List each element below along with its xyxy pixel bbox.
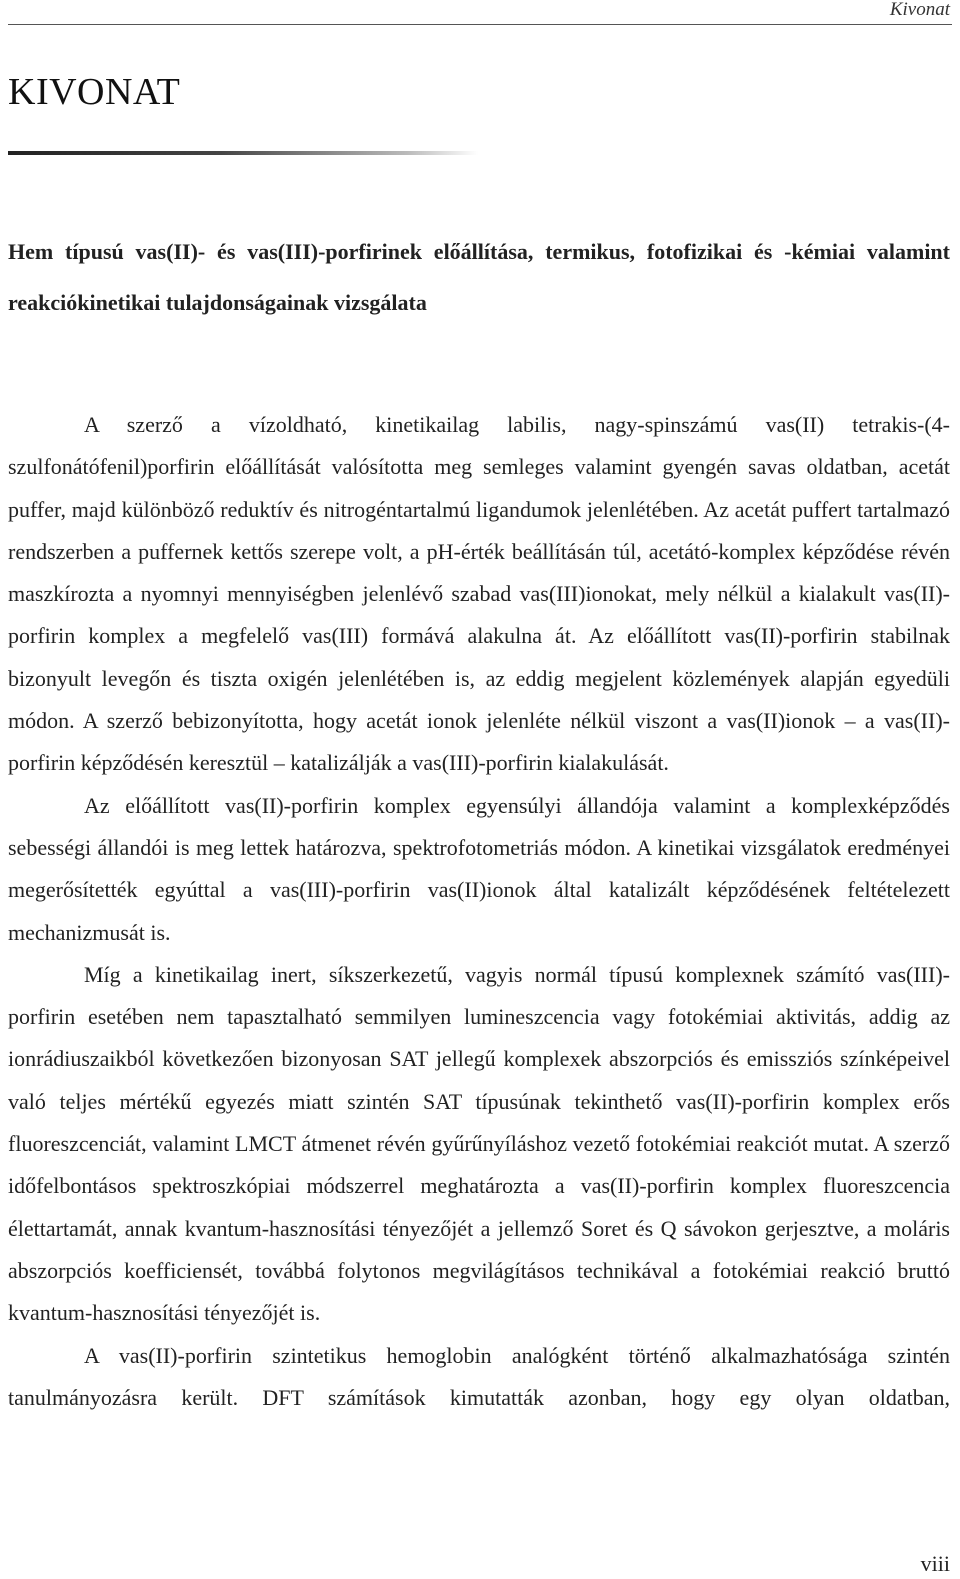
- running-header: Kivonat: [889, 0, 950, 20]
- abstract-paragraph-1: A szerző a vízoldható, kinetikailag labilis, nagy-spinszámú vas(II) tetrakis-(4-szulfonátófenil)porfirin előállítását valósította meg semleges valamint gyengén savas oldatban, acetát puffer, majd különböző reduktív és nitrogéntartalmú ligandumok jelenlétében. Az acetát puffert tartalmazó rendszerben a puffernek kettős szerepe volt, a pH-érték beállításán túl, acetátó-komplex képződése révén maszkírozta a nyomnyi mennyiségben jelenlévő szabad vas(III)ionokat, mely nélkül a kialakult vas(II)-porfirin komplex a megfelelő vas(III) formává alakulna át. Az előállított vas(II)-porfirin stabilnak bizonyult levegőn és tiszta oxigén jelenlétében is, az eddig megjelent közlemények alapján egyedüli módon. A szerző bebizonyította, hogy acetát ionok jelenléte nélkül viszont a vas(II)ionok – a vas(II)-porfirin képződésén keresztül – katalizálják a vas(III)-porfirin kialakulását.: [8, 412, 950, 776]
- abstract-body: [8, 404, 950, 1419]
- page-content: [8, 226, 950, 1419]
- abstract-paragraph-4: A vas(II)-porfirin szintetikus hemoglobin analógként történő alkalmazhatósága szintén tanulmányozásra került. DFT számítások kimutatták azonban, hogy egy olyan oldatban,: [8, 1342, 950, 1410]
- page-number: viii: [920, 1551, 950, 1576]
- abstract-paragraph-2: Az előállított vas(II)-porfirin komplex egyensúlyi állandója valamint a komplexképződés sebességi állandói is meg lettek határozva, spektrofotometriás módon. A kinetikai vizsgálatok eredményei megerősítették egyúttal a vas(III)-porfirin vas(II)ionok által katalizált képződésének feltételezett mechanizmusát is.: [8, 792, 950, 945]
- header-rule: [8, 24, 952, 25]
- title-underline: [8, 151, 478, 155]
- thesis-title: Hem típusú vas(II)- és vas(III)-porfirinek előállítása, termikus, fotofizikai és -kémiai valamint reakciókinetikai tulajdonságainak vizsgálata: [8, 239, 950, 315]
- abstract-paragraph-3: Míg a kinetikailag inert, síkszerkezetű, vagyis normál típusú komplexnek számító vas(III)-porfirin esetében nem tapasztalható semmilyen lumineszcencia vagy fotokémiai aktivitás, addig az ionrádiuszaikból következően bizonyosan SAT jellegű komplexek abszorpciós és emissziós színképeivel való teljes mértékű egyezés miatt szintén SAT típusúnak tekinthető vas(II)-porfirin komplex erős fluoreszcenciát, valamint LMCT átmenet révén gyűrűnyíláshoz vezető fotokémiai reakciót mutat. A szerző időfelbontásos spektroszkópiai módszerrel meghatározta a vas(II)-porfirin komplex fluoreszcencia élettartamát, annak kvantum-hasznosítási tényezőjét a jellemző Soret és Q sávokon gerjesztve, a moláris abszorpciós koefficiensét, továbbá folytonos megvilágításos technikával a fotokémiai reakció bruttó kvantum-hasznosítási tényezőjét is.: [8, 961, 950, 1326]
- chapter-title: KIVONAT: [8, 71, 181, 113]
